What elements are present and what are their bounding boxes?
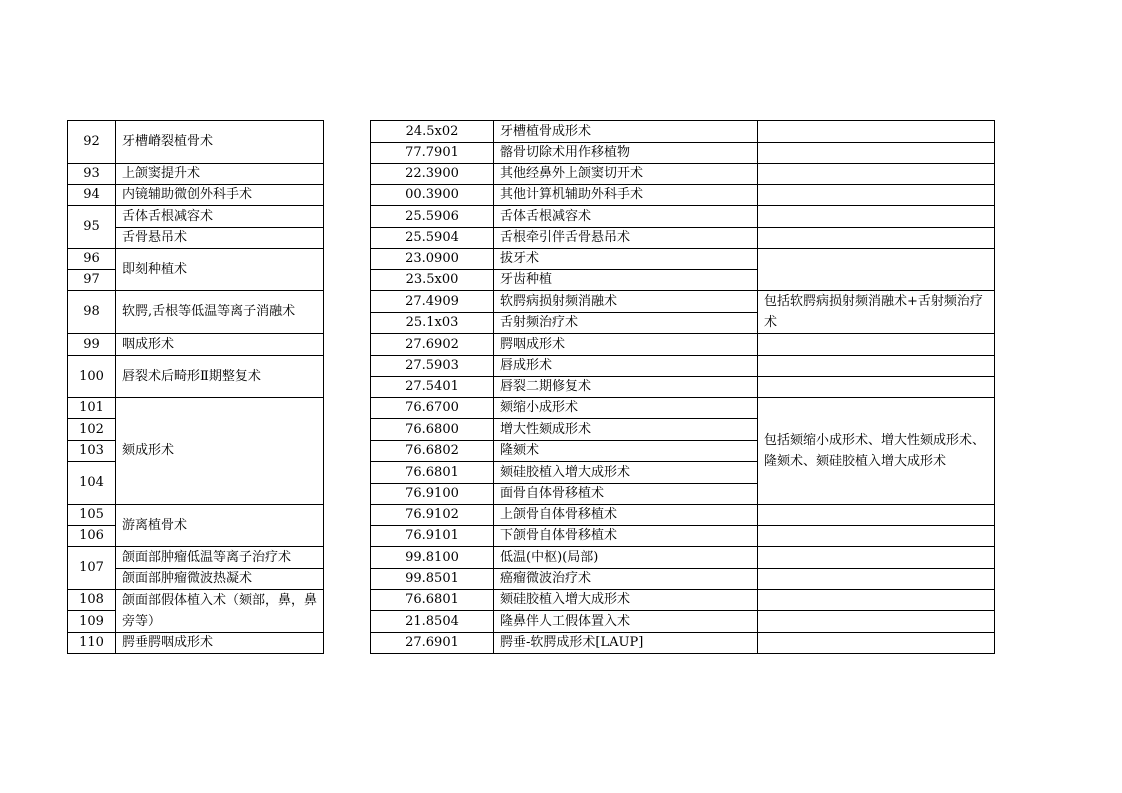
procedure-name: 腭垂腭咽成形术 (116, 633, 324, 654)
row-number: 104 (68, 462, 116, 505)
table-row (68, 398, 324, 419)
op-code: 99.8100 (371, 547, 494, 569)
op-code: 27.4909 (371, 291, 494, 313)
op-code: 23.0900 (371, 249, 494, 270)
op-code: 25.5904 (371, 228, 494, 249)
left-procedure-table (67, 120, 324, 654)
op-code: 76.6801 (371, 462, 494, 484)
procedure-name: 咽成形术 (116, 334, 324, 356)
op-name: 唇裂二期修复术 (494, 377, 758, 398)
op-code: 76.6800 (371, 419, 494, 441)
procedure-name: 游离植骨术 (116, 505, 324, 547)
op-code: 22.3900 (371, 164, 494, 185)
row-number: 99 (68, 334, 116, 356)
row-number: 93 (68, 164, 116, 185)
op-code: 24.5x02 (371, 121, 494, 143)
row-number: 97 (68, 270, 116, 291)
op-name: 腭垂-软腭成形术[LAUP] (494, 633, 758, 654)
op-code: 23.5x00 (371, 270, 494, 291)
op-code: 25.1x03 (371, 313, 494, 334)
table-row (371, 611, 995, 633)
op-code: 27.6902 (371, 334, 494, 356)
row-number: 92 (68, 121, 116, 164)
table-row (68, 547, 324, 569)
op-code: 76.9101 (371, 526, 494, 547)
row-number: 107 (68, 547, 116, 590)
procedure-name: 颏成形术 (116, 398, 324, 505)
procedure-name: 唇裂术后畸形Ⅱ期整复术 (116, 356, 324, 398)
procedure-name: 舌骨悬吊术 (116, 228, 324, 249)
note-cell-chin: 包括颏缩小成形术、增大性颏成形术、隆颏术、颏硅胶植入增大成形术 (758, 398, 995, 505)
note-cell-rf: 包括软腭病损射频消融术+舌射频治疗术 (758, 291, 995, 334)
row-number: 106 (68, 526, 116, 547)
row-number: 109 (68, 611, 116, 633)
note-cell (758, 121, 995, 143)
note-cell (758, 334, 995, 356)
table-row (68, 633, 324, 654)
row-number: 98 (68, 291, 116, 334)
table-row (371, 377, 995, 398)
note-cell (758, 356, 995, 377)
op-name: 软腭病损射频消融术 (494, 291, 758, 313)
op-code: 76.6700 (371, 398, 494, 419)
table-row (68, 590, 324, 611)
table-row (68, 164, 324, 185)
note-cell (758, 590, 995, 611)
op-name: 下颌骨自体骨移植术 (494, 526, 758, 547)
op-name: 其他经鼻外上颌窦切开术 (494, 164, 758, 185)
table-row (371, 249, 995, 270)
table-row (68, 334, 324, 356)
table-row (371, 633, 995, 654)
table-row (371, 121, 995, 143)
note-cell (758, 185, 995, 206)
row-number: 103 (68, 441, 116, 462)
op-name: 舌根牵引伴舌骨悬吊术 (494, 228, 758, 249)
note-cell (758, 228, 995, 249)
table-row (68, 505, 324, 526)
table-row (371, 526, 995, 547)
row-number: 110 (68, 633, 116, 654)
op-name: 舌射频治疗术 (494, 313, 758, 334)
procedure-name: 即刻种植术 (116, 249, 324, 291)
op-name: 其他计算机辅助外科手术 (494, 185, 758, 206)
procedure-name: 软腭,舌根等低温等离子消融术 (116, 291, 324, 334)
op-name: 腭咽成形术 (494, 334, 758, 356)
procedure-name: 牙槽嵴裂植骨术 (116, 121, 324, 164)
table-row (371, 505, 995, 526)
table-row (371, 143, 995, 164)
note-cell (758, 143, 995, 164)
op-name: 颏硅胶植入增大成形术 (494, 590, 758, 611)
op-name: 低温(中枢)(局部) (494, 547, 758, 569)
op-code: 76.9100 (371, 484, 494, 505)
procedure-name: 颌面部肿瘤低温等离子治疗术 (116, 547, 324, 569)
op-name: 颏缩小成形术 (494, 398, 758, 419)
note-cell (758, 633, 995, 654)
table-row (371, 164, 995, 185)
note-cell (758, 377, 995, 398)
op-name: 颏硅胶植入增大成形术 (494, 462, 758, 484)
note-cell (758, 526, 995, 547)
op-name: 隆颏术 (494, 441, 758, 462)
op-name: 隆鼻伴人工假体置入术 (494, 611, 758, 633)
table-row (68, 356, 324, 398)
table-row (68, 121, 324, 164)
op-name: 上颌骨自体骨移植术 (494, 505, 758, 526)
procedure-name: 上颌窦提升术 (116, 164, 324, 185)
op-name: 牙齿种植 (494, 270, 758, 291)
row-number: 95 (68, 206, 116, 249)
table-row (68, 249, 324, 270)
table-row (371, 547, 995, 569)
op-name: 癌瘤微波治疗术 (494, 569, 758, 590)
table-row (371, 569, 995, 590)
table-row (371, 398, 995, 419)
row-number: 96 (68, 249, 116, 270)
op-name: 增大性颏成形术 (494, 419, 758, 441)
procedure-name: 舌体舌根减容术 (116, 206, 324, 228)
table-row (371, 356, 995, 377)
op-code: 76.9102 (371, 505, 494, 526)
note-cell (758, 505, 995, 526)
row-number: 102 (68, 419, 116, 441)
op-name: 舌体舌根减容术 (494, 206, 758, 228)
procedure-name: 颌面部假体植入术（颏部，鼻，鼻旁等） (116, 590, 324, 633)
op-code: 99.8501 (371, 569, 494, 590)
note-cell (758, 611, 995, 633)
table-row (68, 291, 324, 334)
table-row (371, 590, 995, 611)
note-cell (758, 206, 995, 228)
note-cell (758, 569, 995, 590)
op-name: 牙槽植骨成形术 (494, 121, 758, 143)
row-number: 100 (68, 356, 116, 398)
op-name: 拔牙术 (494, 249, 758, 270)
op-code: 27.6901 (371, 633, 494, 654)
row-number: 101 (68, 398, 116, 419)
procedure-name: 颌面部肿瘤微波热凝术 (116, 569, 324, 590)
op-name: 面骨自体骨移植术 (494, 484, 758, 505)
table-row (68, 185, 324, 206)
op-name: 髂骨切除术用作移植物 (494, 143, 758, 164)
row-number: 105 (68, 505, 116, 526)
procedure-name: 内镜辅助微创外科手术 (116, 185, 324, 206)
row-number: 108 (68, 590, 116, 611)
table-row (68, 206, 324, 228)
note-cell (758, 164, 995, 185)
op-code: 21.8504 (371, 611, 494, 633)
op-code: 25.5906 (371, 206, 494, 228)
op-code: 77.7901 (371, 143, 494, 164)
op-code: 76.6801 (371, 590, 494, 611)
note-cell (758, 249, 995, 291)
table-row (371, 206, 995, 228)
op-code: 00.3900 (371, 185, 494, 206)
table-row (371, 185, 995, 206)
op-code: 76.6802 (371, 441, 494, 462)
op-code: 27.5401 (371, 377, 494, 398)
right-code-table (370, 120, 995, 654)
note-cell (758, 547, 995, 569)
table-row (371, 291, 995, 313)
table-row (371, 334, 995, 356)
op-code: 27.5903 (371, 356, 494, 377)
op-name: 唇成形术 (494, 356, 758, 377)
table-row (371, 228, 995, 249)
row-number: 94 (68, 185, 116, 206)
